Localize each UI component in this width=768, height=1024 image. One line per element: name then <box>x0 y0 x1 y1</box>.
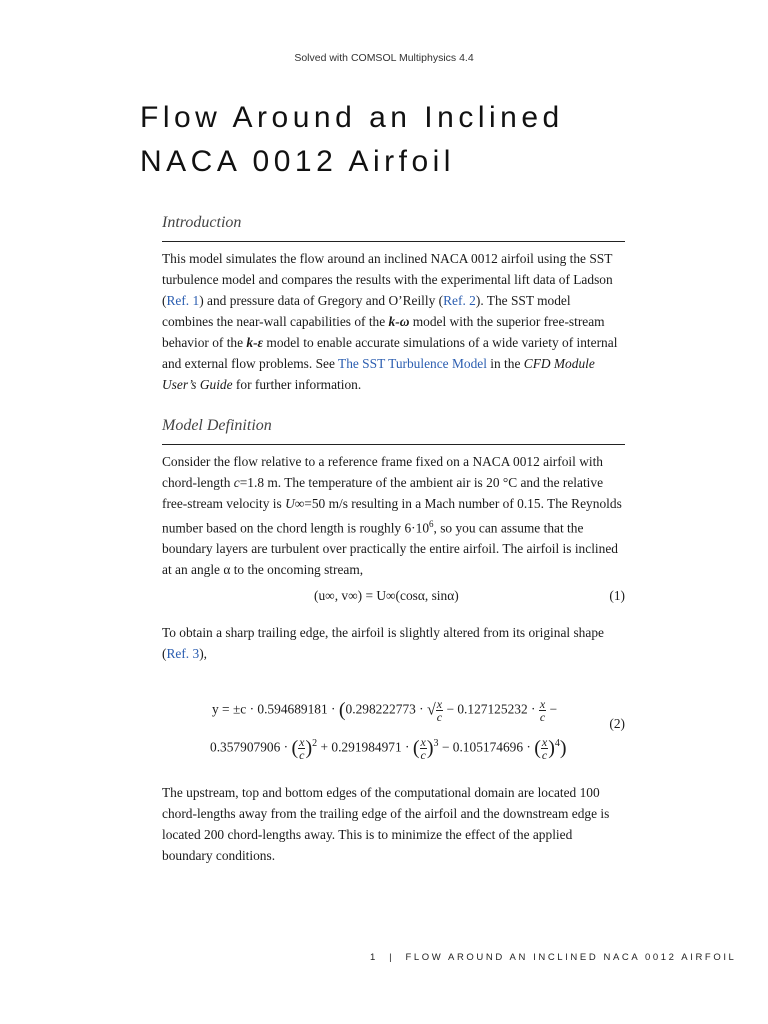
page-number: 1 <box>370 952 378 963</box>
equation-1: (u∞, v∞) = U∞(cosα, sinα) (1) <box>314 588 625 603</box>
sst-model-link[interactable]: The SST Turbulence Model <box>338 356 487 371</box>
ref1-link[interactable]: Ref. 1 <box>166 293 200 308</box>
equation-number: (2) <box>609 716 625 731</box>
section-rule <box>162 241 625 242</box>
section-rule <box>162 444 625 445</box>
model-paragraph-1: Consider the flow relative to a reference frame fixed on a NACA 0012 airfoil with chord-length c=1.8 m. The temperature of the ambient air is 20 °C and the relative free-stream velocity is U∞=50 m/s resulting in a Mach number of 0.15. The Reynolds number based on the chord length is roughly $6\cdot 10^6$, so you can assume that the boundary layers are turbulent over practically the entire airfoil. The airfoil is inclined at an angle α to the oncoming stream, <box>162 454 622 578</box>
equation-2-line-1: y = ±c · 0.594689181 · (0.298222773 · √ $\frac{x}{c}$ − 0.127125232 · $\frac{x}{c}$ − <box>212 697 558 724</box>
page-footer <box>370 952 736 963</box>
guide-title: CFD Module User’s Guide <box>162 356 595 392</box>
equation-number: (1) <box>609 588 625 603</box>
ref2-link[interactable]: Ref. 2 <box>443 293 476 308</box>
model-paragraph-2: To obtain a sharp trailing edge, the airfoil is slightly altered from its original shape (Ref. 3), <box>162 625 604 661</box>
running-title: FLOW AROUND AN INCLINED NACA 0012 AIRFOIL <box>405 952 737 963</box>
intro-paragraph: This model simulates the flow around an inclined NACA 0012 airfoil using the SST turbulence model and compares the results with the experimental lift data of Ladson (Ref. 1) and pressure data of Gregory and O’Reilly (Ref. 2). The SST model combines the near-wall capabilities of the k-ω model with the superior free-stream behavior of the k-ε model to enable accurate simulations of a wide variety of internal and external flow problems. See The SST Turbulence Model in the CFD Module User’s Guide for further information. <box>162 251 618 392</box>
page-header: Solved with COMSOL Multiphysics 4.4 <box>294 52 474 64</box>
footer-separator: | <box>389 952 395 963</box>
ref3-link[interactable]: Ref. 3 <box>166 646 200 661</box>
model-paragraph-3: The upstream, top and bottom edges of the computational domain are located 100 chord-lengths away from the trailing edge of the airfoil and the downstream edge is located 200 chord-lengths away. This is to minimize the effect of the applied boundary conditions. <box>162 785 610 863</box>
equation-2-line-2: 0.357907906 · ( $\frac{x}{c}$ )$^2$ + 0.291984971 · ( $\frac{x}{c}$ )$^3$ − 0.105174696 · ( $\frac{x}{c}$ )$^4$) <box>210 735 567 762</box>
section-heading-introduction: Introduction <box>162 214 242 231</box>
equation-2 <box>162 690 625 770</box>
section-heading-model-definition: Model Definition <box>162 417 272 434</box>
page-title: Flow Around an Inclined NACA 0012 Airfoil <box>140 101 564 178</box>
